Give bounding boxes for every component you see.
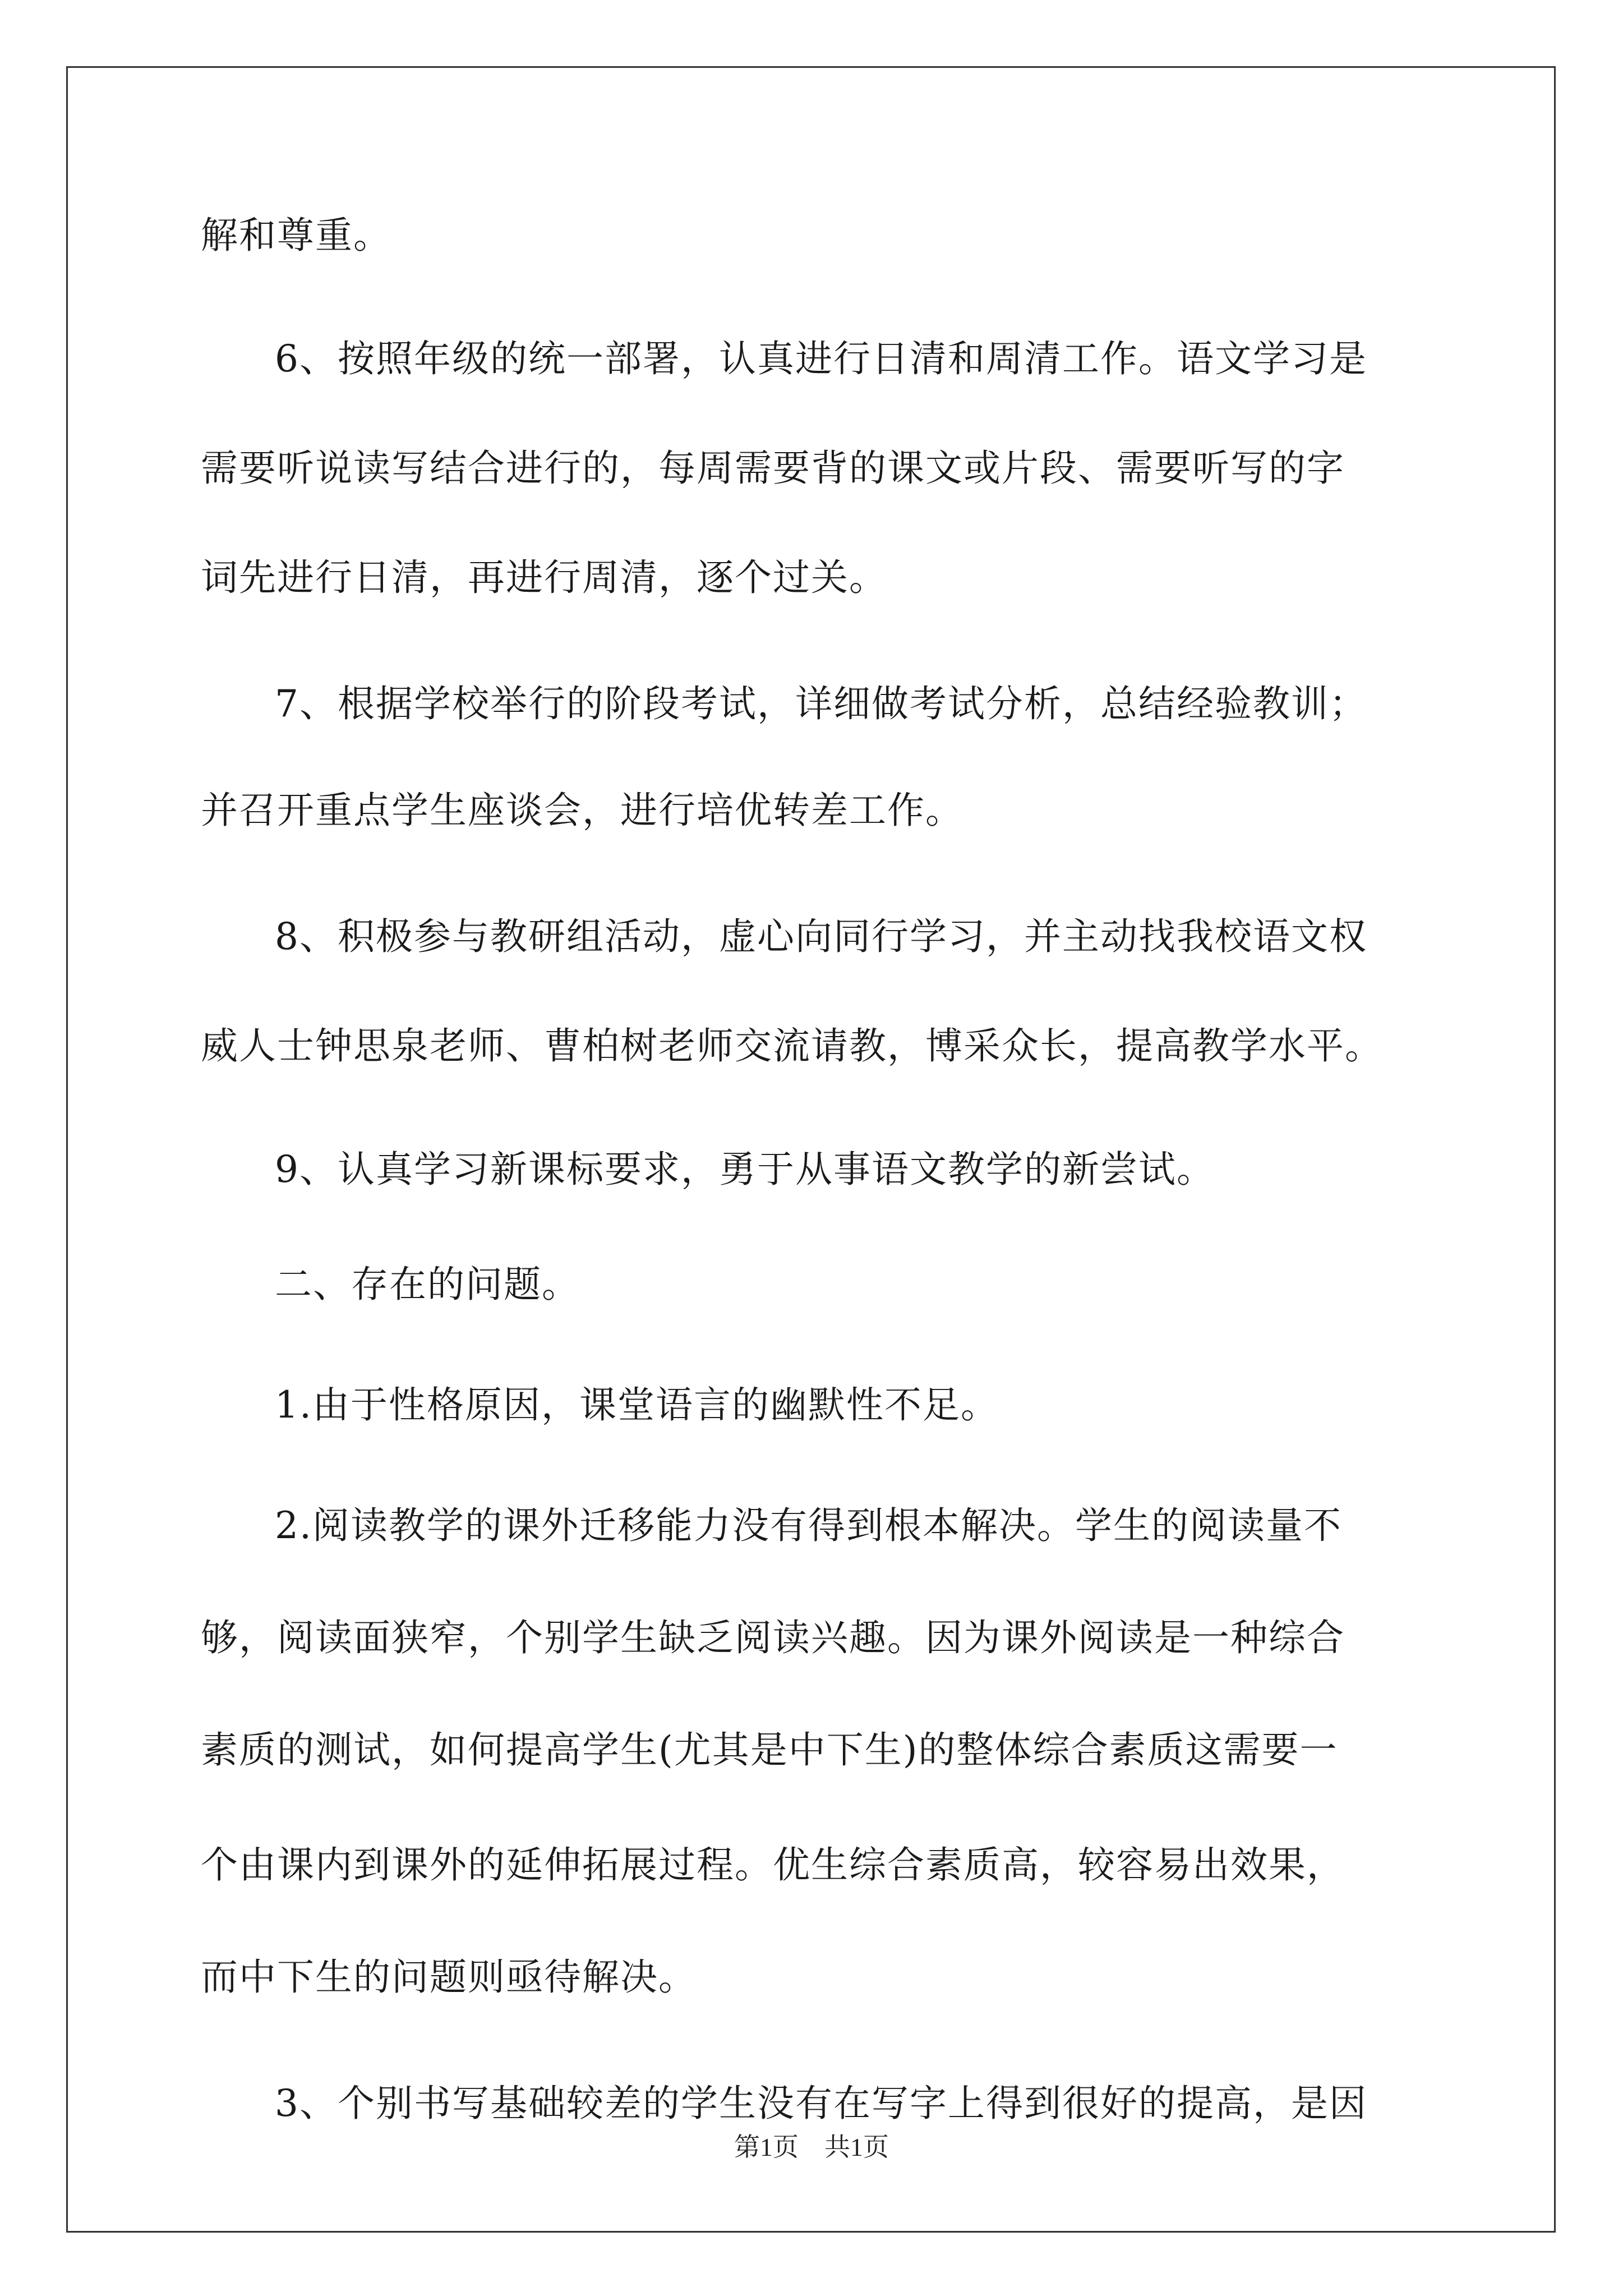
text-line: 6、按照年级的统一部署，认真进行日清和周清工作。语文学习是 [275,337,1367,380]
page-number: 第1页 共1页 [734,2133,889,2161]
text-line: 9、认真学习新课标要求，勇于从事语文教学的新尝试。 [275,1148,1215,1191]
text-line: 个由课内到课外的延伸拓展过程。优生综合素质高，较容易出效果， [201,1843,1345,1887]
text-line: 词先进行日清，再进行周清，逐个过关。 [201,556,887,599]
text-line: 8、积极参与教研组活动，虚心向同行学习，并主动找我校语文权 [275,915,1367,958]
text-line: 威人士钟思泉老师、曹柏树老师交流请教，博采众长，提高教学水平。 [201,1024,1383,1068]
text-line: 1.由于性格原因，课堂语言的幽默性不足。 [275,1383,999,1427]
text-line: 素质的测试，如何提高学生(尤其是中下生)的整体综合素质这需要一 [201,1728,1338,1772]
text-line: 而中下生的问题则亟待解决。 [201,1955,697,1999]
text-line: 2.阅读教学的课外迁移能力没有得到根本解决。学生的阅读量不 [275,1504,1342,1547]
text-line: 够，阅读面狭窄，个别学生缺乏阅读兴趣。因为课外阅读是一种综合 [201,1616,1345,1659]
text-line: 3、个别书写基础较差的学生没有在写字上得到很好的提高，是因 [275,2082,1367,2125]
section-heading: 二、存在的问题。 [275,1263,580,1306]
text-line: 并召开重点学生座谈会，进行培优转差工作。 [201,789,963,832]
text-line: 解和尊重。 [201,214,391,257]
text-line: 需要听说读写结合进行的，每周需要背的课文或片段、需要听写的字 [201,447,1345,490]
text-line: 7、根据学校举行的阶段考试，详细做考试分析，总结经验教训； [275,682,1367,725]
